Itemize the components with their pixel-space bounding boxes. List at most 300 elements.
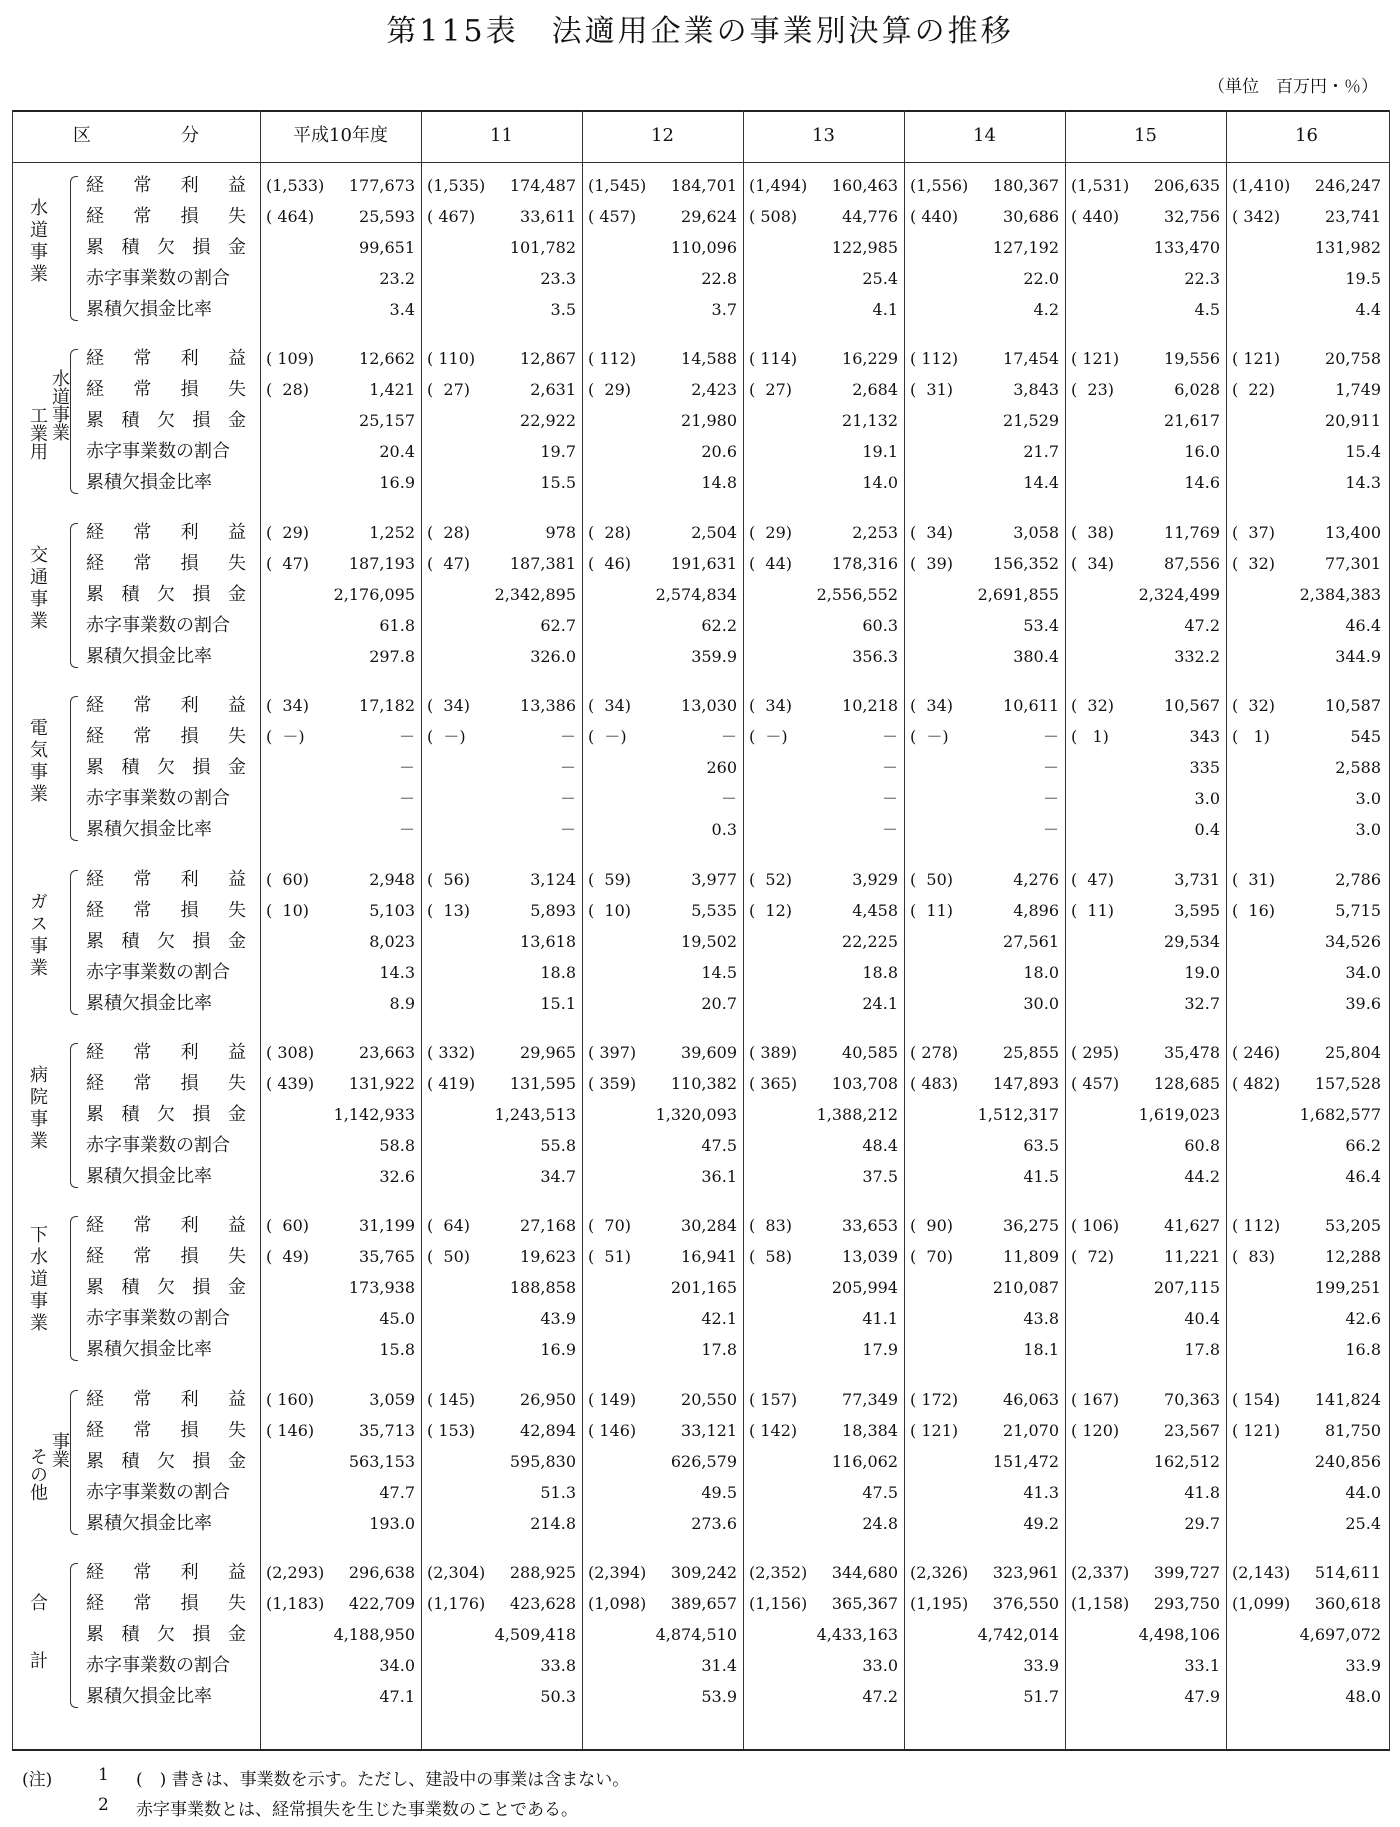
row-label: 経常利益	[86, 695, 246, 716]
cell-count: ( 31)	[1232, 870, 1276, 889]
cell-value: 4,697,072	[1299, 1625, 1381, 1644]
cell-value: 77,301	[1325, 554, 1381, 573]
cell-count: ( 29)	[266, 523, 310, 542]
cell-count: (2,143)	[1232, 1563, 1291, 1582]
note-1-text: ( ) 書きは、事業数を示す。ただし、建設中の事業は含まない。	[136, 1770, 630, 1790]
row-label: 経常利益	[86, 1215, 246, 1236]
cell-value: 12,867	[520, 349, 576, 368]
cell-value: －	[559, 727, 576, 746]
cell-value: 344,680	[831, 1563, 898, 1582]
cell-value: 399,727	[1153, 1563, 1220, 1582]
cell-value: 3,595	[1174, 901, 1220, 920]
cell-count: (1,556)	[910, 176, 969, 195]
cell-value: －	[881, 758, 898, 777]
cell-value: 43.8	[1023, 1309, 1059, 1328]
cell-value: 14.5	[701, 963, 737, 982]
cell-value: 24.1	[862, 994, 898, 1013]
cell-count: ( 27)	[427, 380, 471, 399]
cell-value: 19.7	[540, 442, 576, 461]
table-row	[0, 1334, 1400, 1365]
cell-value: 22.0	[1023, 269, 1059, 288]
cell-value: 3.5	[550, 300, 576, 319]
cell-value: 4,458	[852, 901, 898, 920]
cell-count: ( －)	[266, 727, 305, 746]
cell-value: －	[559, 789, 576, 808]
group-label-part: 事業	[49, 1432, 70, 1468]
cell-value: －	[1042, 820, 1059, 839]
cell-count: ( 38)	[1071, 523, 1115, 542]
table-row	[0, 1303, 1400, 1334]
cell-value: 53.4	[1023, 616, 1059, 635]
table-row	[0, 1681, 1400, 1712]
cell-value: 3,977	[691, 870, 737, 889]
cell-value: 33,653	[842, 1216, 898, 1235]
cell-count: ( 439)	[266, 1074, 315, 1093]
cell-value: 16,941	[681, 1247, 737, 1266]
row-label: 累積欠損金	[86, 1624, 246, 1645]
cell-value: 5,893	[530, 901, 576, 920]
cell-value: 122,985	[831, 238, 898, 257]
cell-value: 20.7	[701, 994, 737, 1013]
table-row	[0, 1650, 1400, 1681]
cell-value: 23.2	[379, 269, 415, 288]
cell-value: 5,103	[369, 901, 415, 920]
cell-value: 20,758	[1325, 349, 1381, 368]
cell-value: 42.1	[701, 1309, 737, 1328]
cell-value: 187,381	[509, 554, 576, 573]
cell-count: ( 112)	[910, 349, 959, 368]
cell-value: 174,487	[509, 176, 576, 195]
cell-value: 365,367	[831, 1594, 898, 1613]
row-label: 赤字事業数の割合	[86, 441, 230, 462]
cell-value: 46,063	[1003, 1390, 1059, 1409]
cell-value: 13,039	[842, 1247, 898, 1266]
table-row	[0, 170, 1400, 201]
cell-count: ( 389)	[749, 1043, 798, 1062]
cell-count: ( 56)	[427, 870, 471, 889]
cell-count: ( 64)	[427, 1216, 471, 1235]
group-3	[0, 690, 1400, 845]
cell-count: ( 52)	[749, 870, 793, 889]
cell-value: 0.3	[711, 820, 737, 839]
cell-value: 22,922	[520, 411, 576, 430]
cell-value: 5,715	[1335, 901, 1381, 920]
cell-value: 16.0	[1184, 442, 1220, 461]
cell-value: 18.8	[540, 963, 576, 982]
cell-value: 160,463	[831, 176, 898, 195]
cell-count: (1,183)	[266, 1594, 325, 1613]
cell-count: ( 58)	[749, 1247, 793, 1266]
row-label: 経常損失	[86, 1593, 246, 1614]
cell-count: ( 34)	[749, 696, 793, 715]
cell-value: 47.1	[379, 1687, 415, 1706]
cell-value: 1,388,212	[816, 1105, 898, 1124]
cell-value: 2,691,855	[977, 585, 1059, 604]
cell-value: 10,611	[1003, 696, 1059, 715]
cell-value: 2,684	[852, 380, 898, 399]
row-label: 累積欠損金	[86, 237, 246, 258]
cell-value: 20,911	[1325, 411, 1381, 430]
table-row	[0, 1588, 1400, 1619]
group-label-part: その他	[27, 1447, 48, 1501]
cell-value: －	[881, 727, 898, 746]
cell-value: 47.2	[862, 1687, 898, 1706]
cell-value: 5,535	[691, 901, 737, 920]
cell-value: 116,062	[831, 1452, 898, 1471]
cell-value: 39.6	[1345, 994, 1381, 1013]
cell-count: ( 467)	[427, 207, 476, 226]
cell-value: －	[1042, 758, 1059, 777]
cell-value: 4,896	[1013, 901, 1059, 920]
cell-value: 1,252	[369, 523, 415, 542]
cell-value: 81,750	[1325, 1421, 1381, 1440]
cell-value: 246,247	[1314, 176, 1381, 195]
cell-count: ( 10)	[588, 901, 632, 920]
cell-value: 48.0	[1345, 1687, 1381, 1706]
cell-value: 2,631	[530, 380, 576, 399]
cell-value: 32,756	[1164, 207, 1220, 226]
cell-value: 2,253	[852, 523, 898, 542]
cell-value: 19,502	[681, 932, 737, 951]
cell-value: 101,782	[509, 238, 576, 257]
cell-value: 46.4	[1345, 1167, 1381, 1186]
cell-value: 16.9	[540, 1340, 576, 1359]
row-label: 累積欠損金比率	[86, 819, 212, 840]
cell-value: 151,472	[992, 1452, 1059, 1471]
cell-value: 4,498,106	[1138, 1625, 1220, 1644]
table-row	[0, 957, 1400, 988]
table-row	[0, 263, 1400, 294]
cell-count: ( 46)	[588, 554, 632, 573]
cell-value: 87,556	[1164, 554, 1220, 573]
cell-count: ( 308)	[266, 1043, 315, 1062]
cell-value: 4.4	[1355, 300, 1381, 319]
cell-value: 344.9	[1335, 647, 1381, 666]
cell-value: 207,115	[1153, 1278, 1220, 1297]
cell-value: 21,529	[1003, 411, 1059, 430]
row-label: 経常損失	[86, 1246, 246, 1267]
group-4	[0, 864, 1400, 1019]
cell-value: 214.8	[530, 1514, 576, 1533]
cell-count: ( 34)	[910, 523, 954, 542]
row-label: 累積欠損金比率	[86, 1686, 212, 1707]
cell-count: ( 47)	[427, 554, 471, 573]
group-8	[0, 1557, 1400, 1712]
cell-value: 13,030	[681, 696, 737, 715]
row-label: 経常損失	[86, 900, 246, 921]
cell-value: 131,922	[348, 1074, 415, 1093]
cell-value: 2,948	[369, 870, 415, 889]
cell-value: 25.4	[862, 269, 898, 288]
cell-value: 35,765	[359, 1247, 415, 1266]
cell-value: 47.5	[701, 1136, 737, 1155]
cell-value: 8,023	[369, 932, 415, 951]
cell-value: 27,561	[1003, 932, 1059, 951]
cell-value: 201,165	[670, 1278, 737, 1297]
page-title: 第115表 法適用企業の事業別決算の推移	[386, 14, 1014, 49]
cell-count: (1,099)	[1232, 1594, 1291, 1613]
row-label: 赤字事業数の割合	[86, 1655, 230, 1676]
cell-value: 4,433,163	[816, 1625, 898, 1644]
cell-value: 63.5	[1023, 1136, 1059, 1155]
cell-value: 4,276	[1013, 870, 1059, 889]
cell-value: 2,588	[1335, 758, 1381, 777]
cell-value: －	[720, 789, 737, 808]
cell-value: 12,288	[1325, 1247, 1381, 1266]
cell-count: ( 153)	[427, 1421, 476, 1440]
cell-count: ( 83)	[749, 1216, 793, 1235]
cell-count: ( 90)	[910, 1216, 954, 1235]
cell-count: ( 11)	[910, 901, 954, 920]
table-row	[0, 926, 1400, 957]
cell-count: (1,494)	[749, 176, 808, 195]
cell-value: 61.8	[379, 616, 415, 635]
cell-value: －	[559, 820, 576, 839]
cell-value: 3,731	[1174, 870, 1220, 889]
cell-value: 21,617	[1164, 411, 1220, 430]
cell-value: 199,251	[1314, 1278, 1381, 1297]
cell-value: 14.0	[862, 473, 898, 492]
cell-value: 15.1	[540, 994, 576, 1013]
cell-value: 99,651	[359, 238, 415, 257]
row-label: 累積欠損金比率	[86, 1339, 212, 1360]
cell-value: 16.9	[379, 473, 415, 492]
cell-value: 8.9	[389, 994, 415, 1013]
cell-value: 103,708	[831, 1074, 898, 1093]
cell-count: ( 149)	[588, 1390, 637, 1409]
row-label: 経常利益	[86, 869, 246, 890]
table-row	[0, 343, 1400, 374]
cell-value: 14.3	[379, 963, 415, 982]
table-row	[0, 1477, 1400, 1508]
cell-value: 380.4	[1013, 647, 1059, 666]
cell-value: 177,673	[348, 176, 415, 195]
header-year-3: 13	[812, 125, 835, 146]
cell-value: 110,096	[670, 238, 737, 257]
cell-count: ( 112)	[588, 349, 637, 368]
cell-value: 376,550	[992, 1594, 1059, 1613]
cell-count: ( 47)	[266, 554, 310, 573]
cell-count: ( 72)	[1071, 1247, 1115, 1266]
cell-value: 343	[1189, 727, 1220, 746]
table-row	[0, 895, 1400, 926]
cell-count: (1,158)	[1071, 1594, 1130, 1613]
cell-value: 162,512	[1153, 1452, 1220, 1471]
cell-count: ( 50)	[427, 1247, 471, 1266]
table-row	[0, 610, 1400, 641]
cell-value: －	[398, 789, 415, 808]
cell-value: 18.8	[862, 963, 898, 982]
cell-count: ( 121)	[1232, 1421, 1281, 1440]
row-label: 累積欠損金	[86, 1451, 246, 1472]
row-label: 赤字事業数の割合	[86, 615, 230, 636]
cell-value: 30,284	[681, 1216, 737, 1235]
cell-value: 60.3	[862, 616, 898, 635]
cell-count: ( 70)	[910, 1247, 954, 1266]
cell-value: 14,588	[681, 349, 737, 368]
cell-value: 51.7	[1023, 1687, 1059, 1706]
note-1-number: 1	[98, 1765, 109, 1785]
cell-value: 147,893	[992, 1074, 1059, 1093]
cell-value: 131,982	[1314, 238, 1381, 257]
cell-value: 323,961	[992, 1563, 1059, 1582]
table-row	[0, 1099, 1400, 1130]
row-label: 経常損失	[86, 206, 246, 227]
cell-count: ( 70)	[588, 1216, 632, 1235]
cell-value: 21,070	[1003, 1421, 1059, 1440]
cell-value: 37.5	[862, 1167, 898, 1186]
cell-value: 31.4	[701, 1656, 737, 1675]
cell-value: 205,994	[831, 1278, 898, 1297]
cell-value: 360,618	[1314, 1594, 1381, 1613]
cell-count: (1,098)	[588, 1594, 647, 1613]
row-label: 経常利益	[86, 1562, 246, 1583]
cell-value: 1,619,023	[1138, 1105, 1220, 1124]
table-row	[0, 579, 1400, 610]
cell-value: 34.7	[540, 1167, 576, 1186]
table-row	[0, 864, 1400, 895]
cell-value: 110,382	[670, 1074, 737, 1093]
cell-count: ( 508)	[749, 207, 798, 226]
cell-value: 49.5	[701, 1483, 737, 1502]
cell-count: ( 34)	[910, 696, 954, 715]
cell-value: 273.6	[691, 1514, 737, 1533]
table-row	[0, 294, 1400, 325]
cell-count: ( 34)	[266, 696, 310, 715]
cell-value: 40,585	[842, 1043, 898, 1062]
cell-value: 22,225	[842, 932, 898, 951]
group-6	[0, 1210, 1400, 1365]
cell-value: 30.0	[1023, 994, 1059, 1013]
cell-count: ( 440)	[910, 207, 959, 226]
cell-value: 25,855	[1003, 1043, 1059, 1062]
table-row	[0, 201, 1400, 232]
cell-count: ( 37)	[1232, 523, 1276, 542]
table-row	[0, 1508, 1400, 1539]
cell-value: 22.8	[701, 269, 737, 288]
table-row	[0, 690, 1400, 721]
cell-value: 45.0	[379, 1309, 415, 1328]
table-row	[0, 374, 1400, 405]
cell-value: 14.4	[1023, 473, 1059, 492]
cell-value: 2,342,895	[494, 585, 576, 604]
group-1	[0, 343, 1400, 498]
cell-value: 21,132	[842, 411, 898, 430]
cell-value: 11,221	[1164, 1247, 1220, 1266]
cell-value: 25,157	[359, 411, 415, 430]
cell-count: ( 246)	[1232, 1043, 1281, 1062]
row-label: 累積欠損金	[86, 410, 246, 431]
cell-value: －	[1042, 789, 1059, 808]
cell-value: 17.8	[701, 1340, 737, 1359]
cell-value: 156,352	[992, 554, 1059, 573]
cell-value: 2,786	[1335, 870, 1381, 889]
cell-value: 41.8	[1184, 1483, 1220, 1502]
cell-count: ( 167)	[1071, 1390, 1120, 1409]
cell-value: 131,595	[509, 1074, 576, 1093]
cell-value: 3.4	[389, 300, 415, 319]
table-row	[0, 548, 1400, 579]
cell-value: 128,685	[1153, 1074, 1220, 1093]
cell-value: 240,856	[1314, 1452, 1381, 1471]
cell-count: ( 32)	[1232, 554, 1276, 573]
cell-value: 127,192	[992, 238, 1059, 257]
cell-value: 0.4	[1194, 820, 1220, 839]
table-row	[0, 1068, 1400, 1099]
cell-count: ( 464)	[266, 207, 315, 226]
cell-value: －	[881, 820, 898, 839]
cell-count: (2,326)	[910, 1563, 969, 1582]
cell-count: (1,176)	[427, 1594, 486, 1613]
cell-count: ( 60)	[266, 870, 310, 889]
cell-value: 58.8	[379, 1136, 415, 1155]
cell-value: 19,556	[1164, 349, 1220, 368]
header-year-4: 14	[973, 125, 996, 146]
cell-count: ( 110)	[427, 349, 476, 368]
cell-count: ( 106)	[1071, 1216, 1120, 1235]
cell-count: ( 34)	[1071, 554, 1115, 573]
cell-value: 62.7	[540, 616, 576, 635]
cell-value: 51.3	[540, 1483, 576, 1502]
cell-value: 15.4	[1345, 442, 1381, 461]
header-year-1: 11	[490, 125, 513, 146]
cell-value: 29,965	[520, 1043, 576, 1062]
cell-value: 17,454	[1003, 349, 1059, 368]
cell-value: 10,587	[1325, 696, 1381, 715]
table-row	[0, 1130, 1400, 1161]
cell-count: ( 419)	[427, 1074, 476, 1093]
cell-value: 42.6	[1345, 1309, 1381, 1328]
cell-value: 41.3	[1023, 1483, 1059, 1502]
cell-count: ( 39)	[910, 554, 954, 573]
cell-value: 29,534	[1164, 932, 1220, 951]
cell-count: ( 28)	[266, 380, 310, 399]
cell-value: 178,316	[831, 554, 898, 573]
table-row	[0, 721, 1400, 752]
notes-prefix: (注)	[22, 1770, 53, 1790]
cell-value: 12,662	[359, 349, 415, 368]
table-row	[0, 1272, 1400, 1303]
group-label: 病院事業	[27, 1065, 48, 1153]
cell-count: (1,535)	[427, 176, 486, 195]
cell-value: 50.3	[540, 1687, 576, 1706]
group-5	[0, 1037, 1400, 1192]
cell-value: 11,769	[1164, 523, 1220, 542]
cell-value: 35,713	[359, 1421, 415, 1440]
cell-value: 33.1	[1184, 1656, 1220, 1675]
cell-value: 3,124	[530, 870, 576, 889]
group-label-part: 工業用	[27, 406, 48, 460]
cell-count: ( 121)	[1232, 349, 1281, 368]
cell-value: 16,229	[842, 349, 898, 368]
cell-count: ( 146)	[266, 1421, 315, 1440]
header-year-0: 平成10年度	[293, 125, 388, 146]
cell-value: 36,275	[1003, 1216, 1059, 1235]
cell-value: 40.4	[1184, 1309, 1220, 1328]
cell-count: ( 60)	[266, 1216, 310, 1235]
cell-count: ( 29)	[588, 380, 632, 399]
cell-count: (1,533)	[266, 176, 325, 195]
row-label: 累積欠損金比率	[86, 472, 212, 493]
cell-value: 389,657	[670, 1594, 737, 1613]
cell-value: 133,470	[1153, 238, 1220, 257]
cell-value: 1,512,317	[977, 1105, 1059, 1124]
cell-value: 2,423	[691, 380, 737, 399]
cell-value: 47.7	[379, 1483, 415, 1502]
cell-count: ( 23)	[1071, 380, 1115, 399]
cell-count: (2,394)	[588, 1563, 647, 1582]
cell-value: 2,384,383	[1299, 585, 1381, 604]
